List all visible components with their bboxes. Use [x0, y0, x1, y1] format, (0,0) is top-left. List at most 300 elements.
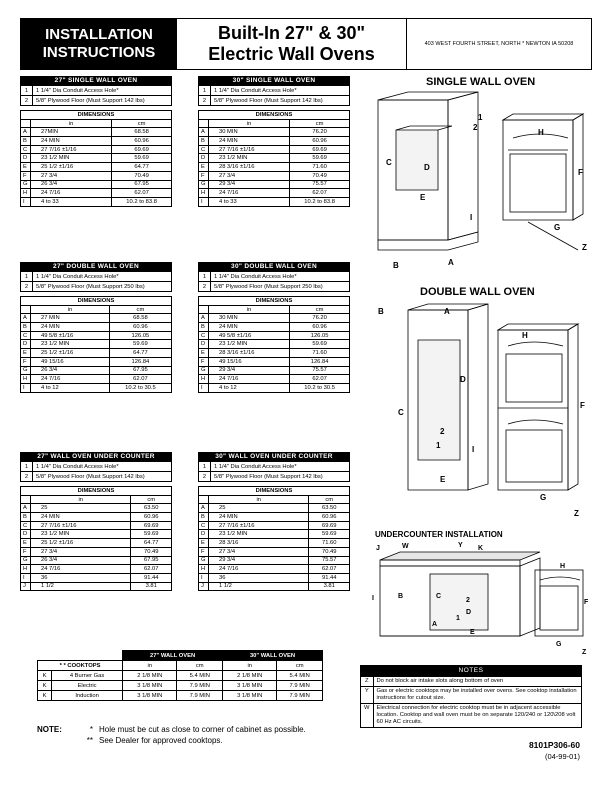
dim-cm: 60.96 [131, 513, 172, 522]
dim-cm: 71.60 [290, 163, 350, 172]
dim-key: F [21, 171, 31, 180]
table-row [199, 180, 350, 189]
notes-text: Gas or electric cooktops may be installed over ovens. See cooktop installation instructions for cutout size. [373, 687, 581, 704]
dim-in: 4 to 33 [209, 197, 290, 206]
cooktop-in30: 2 1/8 MIN [223, 671, 277, 681]
note-number: 1 [199, 86, 211, 96]
dim-key: C [21, 145, 31, 154]
section-27-undercounter [20, 452, 172, 591]
dim-cm: 62.07 [290, 189, 350, 198]
section-notes [20, 461, 172, 482]
dim-in: 27 3/4 [31, 547, 131, 556]
dim-in: 30 MIN [209, 314, 290, 323]
dim-in: 28 3/16 [209, 539, 309, 548]
dim-key: G [21, 366, 31, 375]
table-row [199, 145, 350, 154]
dim-in: 23 1/2 MIN [209, 530, 309, 539]
table-row [199, 539, 350, 548]
dim-key: H [199, 375, 209, 384]
table-row [199, 154, 350, 163]
under-label-a: A [432, 621, 438, 628]
dim-key: H [21, 189, 31, 198]
dim-in: 26 3/4 [31, 180, 112, 189]
note-row [199, 86, 350, 96]
dim-cm: 62.07 [309, 565, 350, 574]
cooktops-head-30: 30" WALL OVEN [223, 651, 323, 661]
dim-in: 29 3/4 [209, 556, 309, 565]
under-label-j: J [376, 545, 380, 552]
dim-key: B [21, 323, 31, 332]
under-label-b: B [398, 593, 404, 600]
header-address [407, 19, 591, 69]
dim-cm: 59.69 [109, 340, 171, 349]
dim-key: G [199, 366, 209, 375]
cooktop-in30: 3 1/8 MIN [223, 691, 277, 701]
dim-cm: 69.69 [309, 521, 350, 530]
table-row [199, 383, 350, 392]
note-number: 2 [199, 282, 211, 292]
note-text: 1 1/4" Dia Conduit Access Hole* [211, 462, 350, 472]
table-row [21, 197, 172, 206]
double-label-f: F [580, 401, 585, 410]
dim-key: H [199, 189, 209, 198]
dim-cm: 69.69 [112, 145, 172, 154]
under-label-h: H [560, 563, 566, 570]
col-cm: cm [109, 305, 171, 314]
dimensions-title: DIMENSIONS [199, 111, 350, 120]
cooktops-col-cm: cm [277, 661, 323, 671]
notes-box [360, 665, 582, 728]
dim-cm: 59.69 [290, 154, 350, 163]
cooktops-col-in: in [223, 661, 277, 671]
dim-key: C [21, 331, 31, 340]
single-diagram-title: SINGLE WALL OVEN [426, 76, 536, 88]
dim-key: D [199, 154, 209, 163]
table-row [199, 375, 350, 384]
single-label-z: Z [582, 243, 587, 252]
dim-in: 26 3/4 [31, 366, 110, 375]
dim-in: 25 1/2 ±1/16 [31, 539, 131, 548]
notes-box-title: NOTES [361, 666, 581, 676]
dim-key: G [21, 180, 31, 189]
table-row [21, 573, 172, 582]
dim-key: D [199, 530, 209, 539]
dim-cm: 76.20 [290, 314, 350, 323]
note-row [21, 462, 172, 472]
dim-key: I [21, 573, 31, 582]
table-row [21, 383, 172, 392]
dim-in: 24 MIN [209, 323, 290, 332]
dim-cm: 75.57 [309, 556, 350, 565]
under-label-e: E [470, 629, 475, 636]
notes-key: Z [361, 677, 373, 687]
dim-in: 27 7/16 ±1/16 [31, 521, 131, 530]
note-number: 2 [199, 472, 211, 482]
footnote-label: NOTE: [37, 725, 62, 734]
section-27-single [20, 76, 172, 207]
col-in: in [209, 495, 309, 504]
dim-cm: 10.2 to 83.8 [112, 197, 172, 206]
section-title: 30" SINGLE WALL OVEN [198, 76, 350, 85]
table-row [199, 565, 350, 574]
note-row [199, 282, 350, 292]
dim-in: 1 1/2 [209, 582, 309, 591]
dim-cm: 70.49 [112, 171, 172, 180]
dim-key: G [21, 556, 31, 565]
dim-key: E [21, 163, 31, 172]
col-in: in [31, 495, 131, 504]
dim-in: 24 7/16 [209, 565, 309, 574]
note-text: 5/8" Plywood Floor (Must Support 142 lbs) [211, 472, 350, 482]
table-row [21, 547, 172, 556]
dimensions-table [20, 296, 172, 393]
single-label-b: B [393, 261, 399, 270]
table-row [199, 582, 350, 591]
cooktop-key: K [38, 671, 52, 681]
note-row [199, 462, 350, 472]
double-label-z: Z [574, 509, 579, 518]
note-row [199, 472, 350, 482]
dim-key: C [199, 145, 209, 154]
dimensions-table [20, 110, 172, 207]
table-row [199, 163, 350, 172]
header-installation-block [21, 19, 177, 69]
table-row [21, 539, 172, 548]
table-row [21, 530, 172, 539]
under-label-z: Z [582, 649, 587, 656]
note-number: 1 [21, 86, 33, 96]
table-row [21, 189, 172, 198]
under-label-i: I [372, 595, 374, 602]
under-label-k: K [478, 545, 484, 552]
table-row [199, 340, 350, 349]
dim-cm: 68.58 [109, 314, 171, 323]
dim-key: F [21, 357, 31, 366]
table-row [21, 154, 172, 163]
dim-key: D [21, 340, 31, 349]
cooktop-cm30: 7.9 MIN [277, 681, 323, 691]
dim-in: 24 MIN [31, 323, 110, 332]
dim-cm: 10.2 to 30.5 [109, 383, 171, 392]
cooktops-col-cm: cm [177, 661, 223, 671]
dim-in: 24 7/16 [31, 375, 110, 384]
dim-cm: 70.49 [131, 547, 172, 556]
header-title-line1: Built-In 27" & 30" [217, 23, 366, 43]
dim-in: 27 7/16 ±1/16 [209, 145, 290, 154]
dim-in: 36 [31, 573, 131, 582]
dim-key: A [199, 504, 209, 513]
dim-in: 27MIN [31, 128, 112, 137]
table-row [199, 530, 350, 539]
dim-in: 24 7/16 [31, 565, 131, 574]
section-30-single [198, 76, 350, 207]
section-title: 27" SINGLE WALL OVEN [20, 76, 172, 85]
note-row [199, 96, 350, 106]
dimensions-table [198, 296, 350, 393]
table-row [199, 349, 350, 358]
dim-in: 25 1/2 ±1/16 [31, 349, 110, 358]
section-notes [198, 461, 350, 482]
footnote-mark-2: ** [86, 736, 93, 745]
cooktop-cm27: 5.4 MIN [177, 671, 223, 681]
note-text: 1 1/4" Dia Conduit Access Hole* [33, 86, 172, 96]
dim-key: A [21, 128, 31, 137]
dim-in: 24 MIN [31, 137, 112, 146]
dim-in: 25 [31, 504, 131, 513]
dim-cm: 62.07 [112, 189, 172, 198]
dim-in: 49 5/8 ±1/16 [209, 331, 290, 340]
table-row [21, 521, 172, 530]
double-label-2: 2 [440, 427, 445, 436]
table-row [199, 189, 350, 198]
dim-key: E [199, 539, 209, 548]
dim-key: B [21, 513, 31, 522]
dim-cm: 64.77 [112, 163, 172, 172]
double-label-g: G [540, 493, 547, 502]
dim-in: 23 1/2 MIN [209, 340, 290, 349]
under-label-f: F [584, 599, 589, 606]
dim-key: I [199, 197, 209, 206]
dim-in: 30 MIN [209, 128, 290, 137]
note-text: 5/8" Plywood Floor (Must Support 250 lbs) [33, 282, 172, 292]
col-cm: cm [131, 495, 172, 504]
dim-in: 27 3/4 [209, 547, 309, 556]
dim-cm: 70.49 [290, 171, 350, 180]
cooktops-row [38, 691, 323, 701]
header-left-line1: INSTALLATION [45, 26, 153, 43]
dim-in: 23 1/2 MIN [31, 530, 131, 539]
table-row [21, 340, 172, 349]
dimensions-title: DIMENSIONS [21, 297, 172, 306]
dim-in: 49 15/16 [209, 357, 290, 366]
double-label-d: D [460, 375, 466, 384]
footnote-text-2: See Dealer for approved cooktops. [99, 736, 223, 745]
table-row [21, 349, 172, 358]
dim-cm: 70.49 [309, 547, 350, 556]
dim-key: E [21, 539, 31, 548]
double-label-h: H [522, 331, 528, 340]
table-row [199, 171, 350, 180]
dim-cm: 68.58 [112, 128, 172, 137]
dim-cm: 91.44 [131, 573, 172, 582]
double-wall-oven-diagram [368, 300, 592, 520]
notes-row [361, 704, 581, 728]
table-row [21, 128, 172, 137]
cooktop-name: Electric [52, 681, 123, 691]
double-label-1: 1 [436, 441, 441, 450]
table-row [21, 565, 172, 574]
dim-key: G [199, 180, 209, 189]
dim-in: 24 7/16 [31, 189, 112, 198]
dimensions-table [198, 110, 350, 207]
dim-in: 24 7/16 [209, 375, 290, 384]
dim-key: E [199, 163, 209, 172]
dim-cm: 60.96 [309, 513, 350, 522]
dim-key: C [21, 521, 31, 530]
header-left-line2: INSTRUCTIONS [42, 44, 156, 61]
dim-key: A [199, 128, 209, 137]
dim-cm: 3.81 [131, 582, 172, 591]
notes-text: Electrical connection for electric cooktop must be in adjacent accessible location. Cooktop and wall oven must be on separate 120/240 or 120\208 volt 60 Hz AC circuits. [373, 704, 581, 728]
footnote-text-1: Hole must be cut as close to corner of cabinet as possible. [99, 725, 306, 734]
single-label-a: A [448, 258, 454, 267]
dim-in: 49 15/16 [31, 357, 110, 366]
dim-cm: 67.95 [109, 366, 171, 375]
table-row [21, 504, 172, 513]
dim-key: B [21, 137, 31, 146]
dim-cm: 126.84 [109, 357, 171, 366]
dimensions-title: DIMENSIONS [199, 487, 350, 496]
col-cm: cm [112, 119, 172, 128]
cooktop-in27: 3 1/8 MIN [123, 681, 177, 691]
cooktop-cm30: 7.9 MIN [277, 691, 323, 701]
dim-in: 24 7/16 [209, 189, 290, 198]
double-label-a: A [444, 307, 450, 316]
dim-cm: 69.69 [290, 145, 350, 154]
note-text: 5/8" Plywood Floor (Must Support 142 lbs) [33, 96, 172, 106]
note-number: 2 [21, 282, 33, 292]
note-row [199, 272, 350, 282]
undercounter-diagram [370, 540, 592, 660]
dim-key: A [21, 504, 31, 513]
dim-key: H [199, 565, 209, 574]
page-header [20, 18, 592, 70]
notes-key: W [361, 704, 373, 728]
table-row [21, 314, 172, 323]
table-row [199, 513, 350, 522]
dim-in: 49 5/8 ±1/16 [31, 331, 110, 340]
dim-cm: 59.69 [309, 530, 350, 539]
note-row [21, 272, 172, 282]
dim-in: 28 3/16 ±1/16 [209, 349, 290, 358]
dim-key: B [199, 323, 209, 332]
table-row [199, 573, 350, 582]
dim-in: 24 MIN [209, 513, 309, 522]
note-text: 1 1/4" Dia Conduit Access Hole* [33, 462, 172, 472]
table-row [21, 180, 172, 189]
header-title-block [177, 19, 407, 69]
note-text: 1 1/4" Dia Conduit Access Hole* [211, 86, 350, 96]
cooktops-col-in: in [123, 661, 177, 671]
col-cm: cm [309, 495, 350, 504]
table-row [21, 145, 172, 154]
cooktop-key: K [38, 681, 52, 691]
cooktops-table [37, 650, 323, 701]
single-label-i: I [470, 213, 473, 222]
dim-in: 29 3/4 [209, 180, 290, 189]
note-number: 1 [21, 462, 33, 472]
double-diagram-title: DOUBLE WALL OVEN [420, 286, 535, 298]
dimensions-table [198, 486, 350, 591]
dim-key: J [199, 582, 209, 591]
double-label-b: B [378, 307, 384, 316]
dim-cm: 76.20 [290, 128, 350, 137]
dim-cm: 75.57 [290, 366, 350, 375]
note-number: 2 [21, 96, 33, 106]
note-row [21, 472, 172, 482]
dim-key: I [21, 197, 31, 206]
section-notes [198, 85, 350, 106]
cooktop-name: Induction [52, 691, 123, 701]
notes-key: Y [361, 687, 373, 704]
dim-key: B [199, 513, 209, 522]
dim-in: 25 1/2 ±1/16 [31, 163, 112, 172]
dim-cm: 60.96 [109, 323, 171, 332]
dim-in: 25 [209, 504, 309, 513]
note-row [21, 96, 172, 106]
table-row [21, 331, 172, 340]
under-label-1: 1 [456, 615, 460, 622]
note-text: 1 1/4" Dia Conduit Access Hole* [211, 272, 350, 282]
dim-cm: 10.2 to 83.8 [290, 197, 350, 206]
table-row [21, 171, 172, 180]
dim-key: F [21, 547, 31, 556]
dim-cm: 62.07 [290, 375, 350, 384]
single-label-h: H [538, 128, 544, 137]
under-label-g: G [556, 641, 562, 648]
table-row [21, 366, 172, 375]
dim-cm: 67.95 [112, 180, 172, 189]
dim-key: D [199, 340, 209, 349]
dim-in: 4 to 33 [31, 197, 112, 206]
dim-key: E [199, 349, 209, 358]
table-row [21, 323, 172, 332]
note-number: 1 [199, 272, 211, 282]
note-text: 1 1/4" Dia Conduit Access Hole* [33, 272, 172, 282]
cooktop-in27: 2 1/8 MIN [123, 671, 177, 681]
dim-cm: 59.69 [131, 530, 172, 539]
table-row [199, 128, 350, 137]
table-row [199, 521, 350, 530]
footnote [37, 724, 306, 746]
dim-cm: 91.44 [309, 573, 350, 582]
single-label-g: G [554, 223, 561, 232]
table-row [21, 582, 172, 591]
dim-cm: 10.2 to 30.5 [290, 383, 350, 392]
dimensions-title: DIMENSIONS [199, 297, 350, 306]
undercounter-diagram-title: UNDERCOUNTER INSTALLATION [375, 530, 503, 539]
table-row [199, 504, 350, 513]
under-label-y: Y [458, 542, 463, 549]
note-row [21, 282, 172, 292]
table-row [199, 314, 350, 323]
address-text: 403 WEST FOURTH STREET, NORTH * NEWTON IA 50208 [424, 41, 574, 47]
under-label-2: 2 [466, 597, 470, 604]
col-in: in [209, 119, 290, 128]
single-label-1: 1 [478, 113, 483, 122]
dim-key: D [21, 154, 31, 163]
single-label-c: C [386, 158, 392, 167]
single-wall-oven-diagram [368, 90, 592, 280]
table-row [199, 547, 350, 556]
dim-key: F [199, 547, 209, 556]
table-row [21, 357, 172, 366]
note-number: 1 [199, 462, 211, 472]
dim-key: F [199, 357, 209, 366]
section-notes [198, 271, 350, 292]
cooktop-in30: 3 1/8 MIN [223, 681, 277, 691]
dim-key: B [199, 137, 209, 146]
cooktop-key: K [38, 691, 52, 701]
dim-cm: 63.50 [131, 504, 172, 513]
dim-in: 27 3/4 [209, 171, 290, 180]
section-notes [20, 271, 172, 292]
notes-row [361, 687, 581, 704]
note-number: 2 [21, 472, 33, 482]
dim-key: I [21, 383, 31, 392]
dim-in: 27 7/16 ±1/16 [31, 145, 112, 154]
col-cm: cm [290, 305, 350, 314]
